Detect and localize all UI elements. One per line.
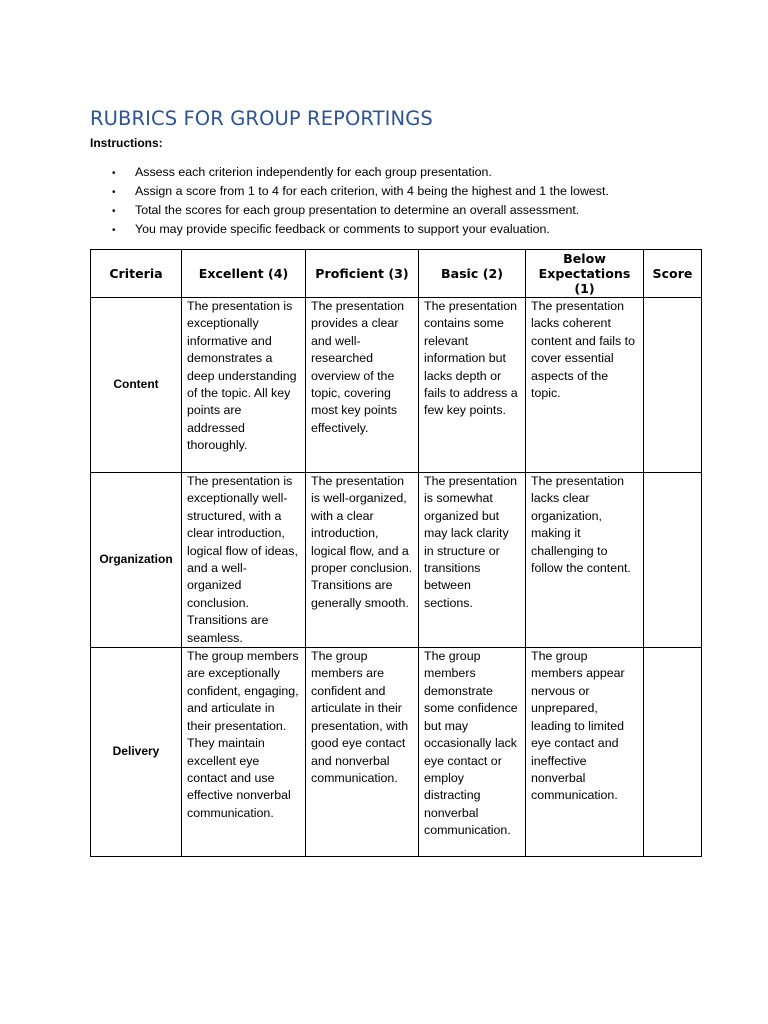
below-expectations-cell: The group members appear nervous or unprepared, leading to limited eye contact and ineffective nonverbal communication. (526, 648, 644, 857)
bullet-icon: • (112, 225, 116, 236)
proficient-cell: The presentation provides a clear and well-researched overview of the topic, covering most key points effectively. (306, 298, 419, 473)
excellent-cell: The presentation is exceptionally well-structured, with a clear introduction, logical flow of ideas, and a well-organized conclusion. Transitions are seamless. (182, 473, 306, 648)
basic-cell: The group members demonstrate some confidence but may occasionally lack eye contact or employ distracting nonverbal communication. (419, 648, 526, 857)
header-score: Score (644, 250, 702, 298)
instruction-text: Assess each criterion independently for each group presentation. (135, 165, 492, 179)
page-title: RUBRICS FOR GROUP REPORTINGS (90, 107, 433, 130)
table-row (91, 473, 702, 648)
below-expectations-cell: The presentation lacks coherent content and fails to cover essential aspects of the topic. (526, 298, 644, 473)
instruction-text: You may provide specific feedback or comments to support your evaluation. (135, 222, 550, 236)
criterion-cell: Content (91, 298, 182, 473)
basic-cell: The presentation is somewhat organized but may lack clarity in structure or transitions between sections. (419, 473, 526, 648)
bullet-icon: • (112, 187, 116, 198)
header-below-expectations: Below Expectations (1) (526, 250, 644, 298)
table-header-row (91, 250, 702, 298)
bullet-icon: • (112, 168, 116, 179)
instructions-label: Instructions: (90, 136, 163, 150)
excellent-cell: The presentation is exceptionally informative and demonstrates a deep understanding of the topic. All key points are addressed thoroughly. (182, 298, 306, 473)
table-row (91, 298, 702, 473)
proficient-cell: The group members are confident and articulate in their presentation, with good eye contact and nonverbal communication. (306, 648, 419, 857)
below-expectations-cell: The presentation lacks clear organization, making it challenging to follow the content. (526, 473, 644, 648)
header-basic: Basic (2) (419, 250, 526, 298)
list-item (112, 201, 732, 220)
criterion-cell: Delivery (91, 648, 182, 857)
criterion-cell: Organization (91, 473, 182, 648)
score-cell[interactable] (644, 473, 702, 648)
proficient-cell: The presentation is well-organized, with a clear introduction, logical flow, and a proper conclusion. Transitions are generally smooth. (306, 473, 419, 648)
score-cell[interactable] (644, 298, 702, 473)
bullet-icon: • (112, 206, 116, 217)
instruction-text: Total the scores for each group presentation to determine an overall assessment. (135, 203, 580, 217)
list-item (112, 182, 732, 201)
instructions-list (112, 163, 732, 239)
list-item (112, 220, 732, 239)
score-cell[interactable] (644, 648, 702, 857)
header-proficient: Proficient (3) (306, 250, 419, 298)
basic-cell: The presentation contains some relevant information but lacks depth or fails to address a few key points. (419, 298, 526, 473)
header-criteria: Criteria (91, 250, 182, 298)
header-excellent: Excellent (4) (182, 250, 306, 298)
excellent-cell: The group members are exceptionally confident, engaging, and articulate in their presentation. They maintain excellent eye contact and use effective nonverbal communication. (182, 648, 306, 857)
table-row (91, 648, 702, 857)
instruction-text: Assign a score from 1 to 4 for each criterion, with 4 being the highest and 1 the lowest. (135, 184, 609, 198)
rubric-table (90, 249, 702, 857)
list-item (112, 163, 732, 182)
